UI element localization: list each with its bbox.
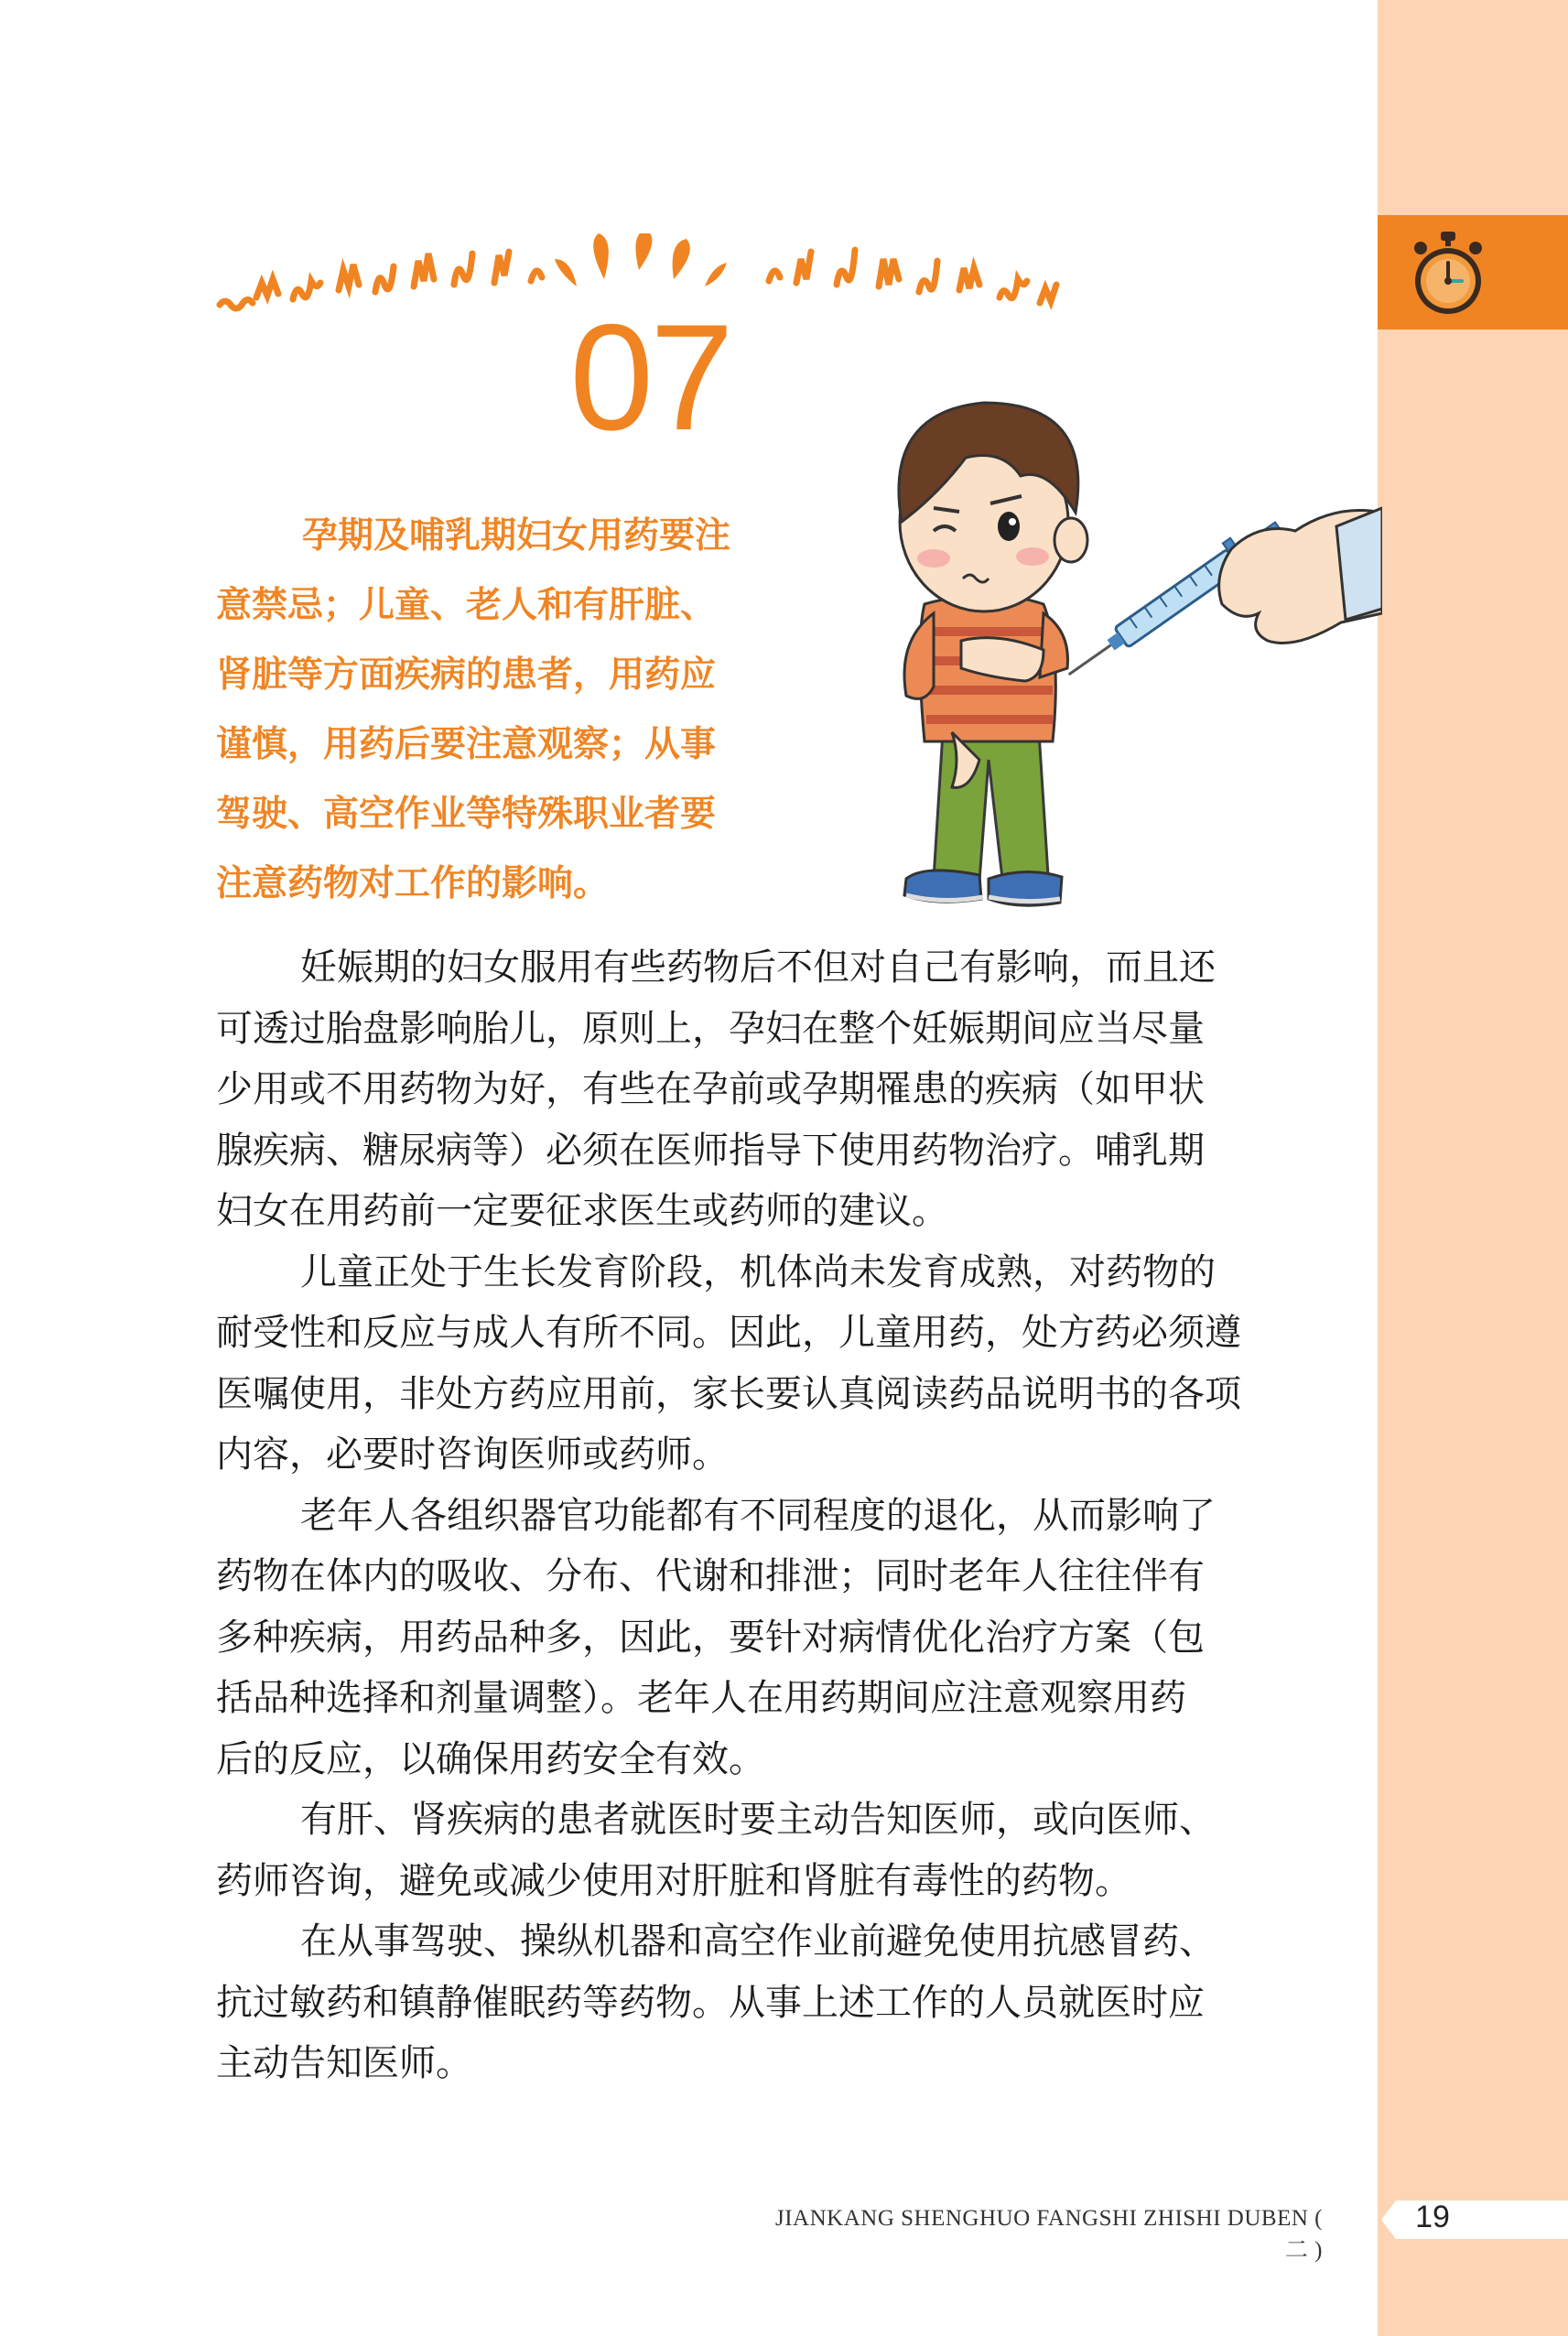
- body-line: 药物在体内的吸收、分布、代谢和排泄；同时老年人往往伴有: [216, 1555, 1205, 1597]
- key-message-line: 驾驶、高空作业等特殊职业者要: [216, 794, 717, 835]
- body-line: 腺疾病、糖尿病等）必须在医师指导下使用药物治疗。哺乳期: [216, 1129, 1205, 1172]
- body-line: 儿童正处于生长发育阶段，机体尚未发育成熟，对药物的: [300, 1250, 1216, 1293]
- key-message-line: 谨慎，用药后要注意观察；从事: [216, 724, 717, 765]
- key-message-line: 意禁忌；儿童、老人和有肝脏、: [216, 585, 717, 626]
- page-number: 19: [1415, 2200, 1450, 2234]
- body-line: 后的反应，以确保用药安全有效。: [216, 1737, 765, 1780]
- body-line: 药师咨询，避免或减少使用对肝脏和肾脏有毒性的药物。: [216, 1859, 1131, 1902]
- chapter-tab: [1378, 215, 1568, 330]
- body-line: 妇女在用药前一定要征求医生或药师的建议。: [216, 1190, 948, 1232]
- body-line: 括品种选择和剂量调整）。老年人在用药期间应注意观察用药: [216, 1677, 1186, 1719]
- body-line: 可透过胎盘影响胎儿，原则上，孕妇在整个妊娠期间应当尽量: [216, 1007, 1205, 1050]
- key-message-line: 注意药物对工作的影响。: [216, 863, 610, 904]
- body-line: 在从事驾驶、操纵机器和高空作业前避免使用抗感冒药、: [300, 1920, 1216, 1963]
- body-line: 主动告知医师。: [216, 2042, 472, 2084]
- stopwatch-icon: [1407, 228, 1489, 319]
- body-line: 老年人各组织器官功能都有不同程度的退化，从而影响了: [300, 1494, 1216, 1537]
- side-margin-band: [1378, 0, 1568, 2336]
- body-line: 有肝、肾疾病的患者就医时要主动告知医师，或向医师、: [300, 1799, 1216, 1841]
- body-line: 多种疾病，用药品种多，因此，要针对病情优化治疗方案（包: [216, 1616, 1205, 1659]
- body-text: [216, 937, 1324, 2094]
- body-line: 少用或不用药物为好，有些在孕前或孕期罹患的疾病（如甲状: [216, 1068, 1205, 1110]
- child-vaccination-illustration: [796, 366, 1382, 925]
- key-message-line: 孕期及哺乳期妇女用药要注: [302, 515, 731, 557]
- body-line: 医嘱使用，非处方药应用前，家长要认真阅读药品说明书的各项: [216, 1372, 1241, 1415]
- body-line: 内容，必要时咨询医师或药师。: [216, 1433, 729, 1476]
- key-message: [216, 502, 802, 919]
- running-footer: JIANKANG SHENGHUO FANGSHI ZHISHI DUBEN ( 二 ): [775, 2206, 1323, 2263]
- body-line: 妊娠期的妇女服用有些药物后不但对自己有影响，而且还: [300, 946, 1216, 989]
- section-number: 07: [569, 293, 730, 461]
- body-line: 耐受性和反应与成人有所不同。因此，儿童用药，处方药必须遵: [216, 1312, 1241, 1354]
- body-line: 抗过敏药和镇静催眠药等药物。从事上述工作的人员就医时应: [216, 1981, 1205, 2024]
- key-message-line: 肾脏等方面疾病的患者，用药应: [216, 654, 717, 696]
